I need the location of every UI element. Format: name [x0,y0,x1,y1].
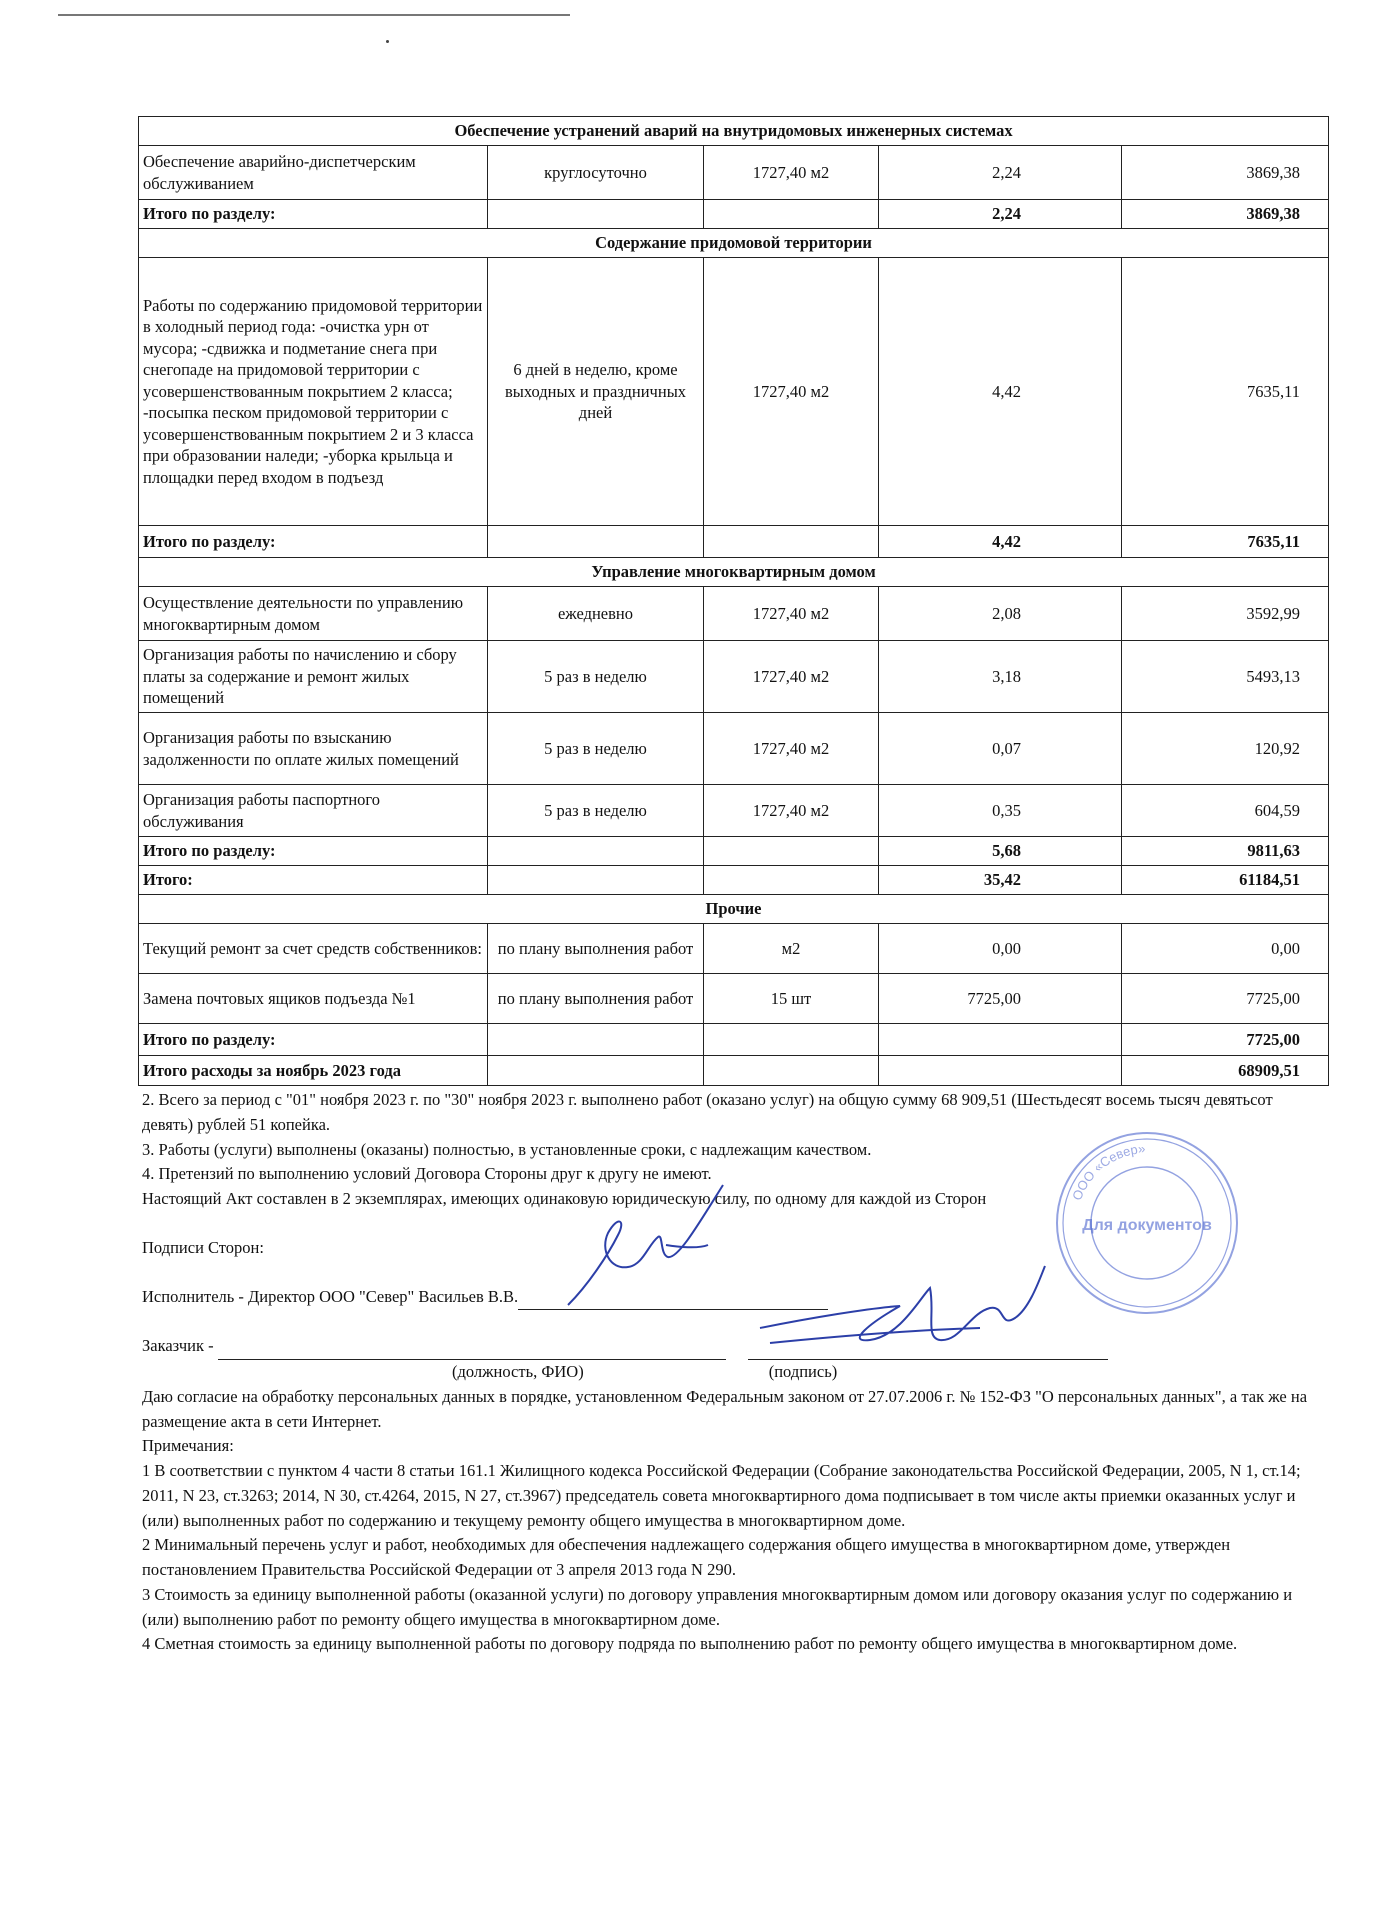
periodicity: круглосуточно [488,146,704,200]
total-rate: 4,42 [879,526,1122,558]
volume: 1727,40 м2 [704,587,879,641]
section-header [139,558,1329,587]
volume: 1727,40 м2 [704,713,879,785]
table-row [139,146,1329,200]
notes [142,1434,1320,1657]
work-name: Осуществление деятельности по управлению многоквартирным домом [139,587,488,641]
notes-heading: Примечания: [142,1436,234,1456]
section-header [139,229,1329,258]
scan-dot [386,40,389,43]
table-row [139,713,1329,785]
periodicity: 6 дней в неделю, кроме выходных и праздничных дней [488,258,704,526]
month-total-row [139,1056,1329,1086]
work-name: Организация работы по взысканию задолженности по оплате жилых помещений [139,713,488,785]
services-table [138,116,1329,1086]
table-row [139,641,1329,713]
grand-total-rate: 35,42 [879,866,1122,895]
periodicity: 5 раз в неделю [488,713,704,785]
month-total-cost: 68909,51 [1122,1056,1329,1086]
consent-text: Даю согласие на обработку персональных данных в порядке, установленном Федеральным законом от 27.07.2006 г. № 152-ФЗ "О персональных данных", а так же на размещение акта в сети Интернет. [142,1386,1308,1431]
periodicity: по плану выполнения работ [488,924,704,974]
volume: 1727,40 м2 [704,641,879,713]
periodicity: ежедневно [488,587,704,641]
periodicity: 5 раз в неделю [488,785,704,837]
cost: 7635,11 [1122,258,1329,526]
cost: 3869,38 [1122,146,1329,200]
rate: 0,35 [879,785,1122,837]
rate: 4,42 [879,258,1122,526]
customer-position-line [218,1334,726,1360]
total-rate: 2,24 [879,200,1122,229]
company-stamp [1052,1128,1242,1318]
paragraph-total: 2. Всего за период с "01" ноября 2023 г. по "30" ноября 2023 г. выполнено работ (оказано услуг) на общую сумму 68 909,51 (Шестьдесят восемь тысяч девятьсот девять) рублей 51 копейка. [142,1090,1273,1134]
work-name: Организация работы по начислению и сбору платы за содержание и ремонт жилых помещений [139,641,488,713]
paragraph-quality: 3. Работы (услуги) выполнены (оказаны) полностью, в установленные сроки, с надлежащим качеством. [142,1139,872,1159]
note-item: 2 Минимальный перечень услуг и работ, необходимых для обеспечения надлежащего содержания общего имущества в многоквартирном доме, утвержден постановлением Правительства Российской Федерации от 3 апреля 2013 года N 290. [142,1535,1231,1579]
grand-total-row [139,866,1329,895]
total-label: Итого по разделу: [139,200,488,229]
total-label: Итого по разделу: [139,837,488,866]
section-title: Содержание придомовой территории [139,229,1329,258]
periodicity: по плану выполнения работ [488,974,704,1024]
section-total-row [139,526,1329,558]
executor-label: Исполнитель - Директор ООО "Север" Васильев В.В. [142,1286,519,1306]
signatures-heading: Подписи Сторон: [142,1237,264,1257]
section-title: Прочие [139,895,1329,924]
total-cost: 9811,63 [1122,837,1329,866]
volume: 1727,40 м2 [704,785,879,837]
grand-total-label: Итого: [139,866,488,895]
section-title: Управление многоквартирным домом [139,558,1329,587]
note-item: 4 Сметная стоимость за единицу выполненной работы по договору подряда по выполнению работ по ремонту общего имущества в многоквартирном доме. [142,1634,1238,1654]
cost: 7725,00 [1122,974,1329,1024]
total-cost: 7635,11 [1122,526,1329,558]
paragraph-copies: Настоящий Акт составлен в 2 экземплярах, имеющих одинаковую юридическую силу, по одному для каждой из Сторон [142,1189,987,1208]
total-cost: 3869,38 [1122,200,1329,229]
table-row [139,258,1329,526]
section-total-row [139,1024,1329,1056]
stamp-ring-text: ООО «Север» [1069,1140,1146,1203]
volume: 15 шт [704,974,879,1024]
grand-total-cost: 61184,51 [1122,866,1329,895]
note-item: 1 В соответствии с пунктом 4 части 8 статьи 161.1 Жилищного кодекса Российской Федерации (Собрание законодательства Российской Федерации, 2005, N 1, ст.14; 2011, N 23, ст.3263; 2014, N 30, ст.4264, 2015, N 27, ст.3967) председатель совета многоквартирного дома подписывает в том числе акты приемки оказанных услуг и (или) выполненных работ по содержанию и текущему ремонту общего имущества в многоквартирном доме. [142,1461,1301,1530]
cost: 5493,13 [1122,641,1329,713]
cost: 120,92 [1122,713,1329,785]
volume: м2 [704,924,879,974]
work-name: Организация работы паспортного обслуживания [139,785,488,837]
table-row [139,785,1329,837]
customer-label: Заказчик - [142,1336,214,1356]
work-name: Работы по содержанию придомовой территории в холодный период года: -очистка урн от мусора; -сдвижка и подметание снега при снегопаде на придомовой территории с усовершенствованным покрытием 2 класса; -посыпка песком придомовой территории с усовершенствованным покрытием 2 и 3 класса при образовании наледи; -уборка крыльца и площадки перед входом в подъезд [139,258,488,526]
note-item: 3 Стоимость за единицу выполненной работы (оказанной услуги) по договору управления многоквартирным домом или договору оказания услуг по содержанию и (или) выполнению работ по ремонту общего имущества в многоквартирном доме. [142,1584,1293,1629]
executor-signature [548,1175,738,1325]
cost: 604,59 [1122,785,1329,837]
table-row [139,924,1329,974]
rate: 2,24 [879,146,1122,200]
rate: 0,07 [879,713,1122,785]
rate: 7725,00 [879,974,1122,1024]
section-total-row [139,837,1329,866]
rate: 2,08 [879,587,1122,641]
section-total-row [139,200,1329,229]
customer-line [142,1334,1320,1360]
cost: 0,00 [1122,924,1329,974]
section-title: Обеспечение устранений аварий на внутридомовых инженерных системах [139,117,1329,146]
total-rate: 5,68 [879,837,1122,866]
volume: 1727,40 м2 [704,146,879,200]
total-label: Итого по разделу: [139,526,488,558]
caption-position: (должность, ФИО) [452,1362,584,1381]
total-label: Итого по разделу: [139,1024,488,1056]
scan-top-line [58,14,570,16]
work-name: Замена почтовых ящиков подъезда №1 [139,974,488,1024]
work-name: Обеспечение аварийно-диспетчерским обслуживанием [139,146,488,200]
stamp-center-text: Для документов [1082,1217,1212,1234]
volume: 1727,40 м2 [704,258,879,526]
total-cost: 7725,00 [1122,1024,1329,1056]
month-total-label: Итого расходы за ноябрь 2023 года [139,1056,488,1086]
section-header [139,117,1329,146]
section-header [139,895,1329,924]
customer-signature [750,1258,1050,1368]
rate: 3,18 [879,641,1122,713]
table-row [139,974,1329,1024]
work-name: Текущий ремонт за счет средств собственников: [139,924,488,974]
cost: 3592,99 [1122,587,1329,641]
rate: 0,00 [879,924,1122,974]
table-row [139,587,1329,641]
paragraph-claims: 4. Претензий по выполнению условий Договора Стороны друг к другу не имеют. [142,1164,712,1184]
periodicity: 5 раз в неделю [488,641,704,713]
caption-signature: (подпись) [768,1362,838,1381]
signature-captions [142,1360,1320,1385]
